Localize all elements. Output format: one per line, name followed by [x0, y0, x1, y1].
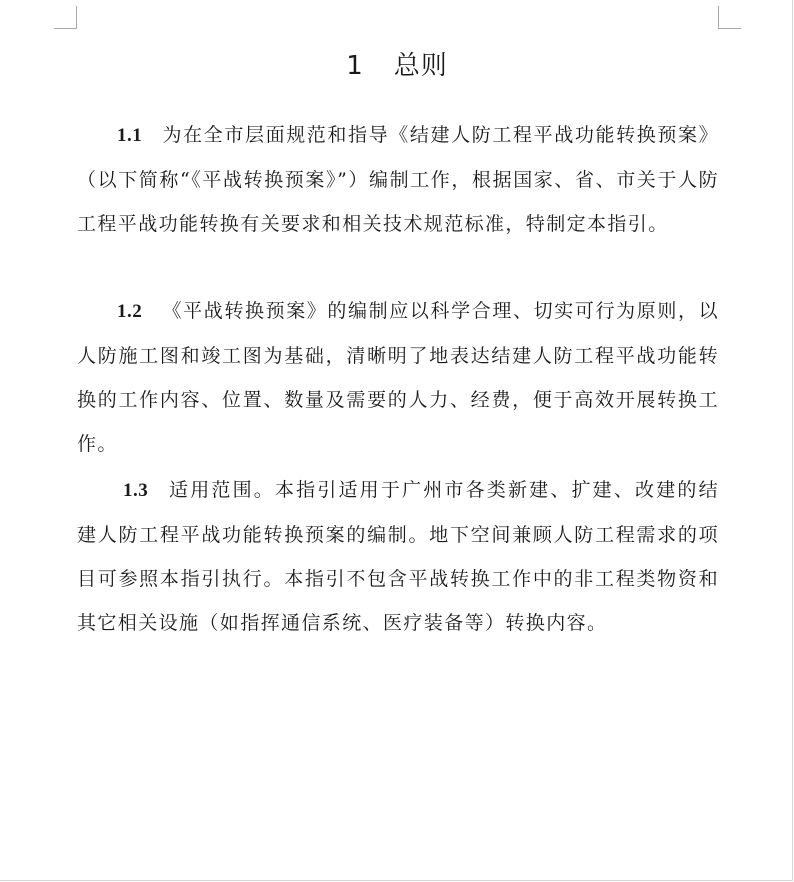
section-text: 为在全市层面规范和指导《结建人防工程平战功能转换预案》（以下简称“《平战转换预案》”）编制工作，根据国家、省、市关于人防工程平战功能转换有关要求和相关技术规范标准，特制定本指引。 — [77, 124, 719, 235]
section-number: 1.2 — [117, 301, 143, 322]
section-text: 适用范围。本指引适用于广州市各类新建、扩建、改建的结建人防工程平战功能转换预案的编制。地下空间兼顾人防工程需求的项目可参照本指引执行。本指引不包含平战转换工作中的非工程类物资和其它相关设施（如指挥通信系统、医疗装备等）转换内容。 — [77, 479, 719, 634]
section-1-1 — [77, 113, 719, 246]
margin-corner-top-left — [54, 6, 77, 29]
section-1-3 — [77, 468, 719, 645]
section-1-2 — [77, 289, 719, 466]
page-title — [0, 45, 794, 82]
section-number: 1.3 — [123, 480, 149, 501]
title-number: 1 — [346, 51, 364, 82]
section-text: 《平战转换预案》的编制应以科学合理、切实可行为原则，以人防施工图和竣工图为基础，清晰明了地表达结建人防工程平战功能转换的工作内容、位置、数量及需要的人力、经费，便于高效开展转换工作。 — [77, 300, 719, 455]
margin-corner-top-right — [718, 6, 741, 29]
section-number: 1.1 — [117, 125, 143, 146]
title-text: 总则 — [393, 51, 448, 82]
